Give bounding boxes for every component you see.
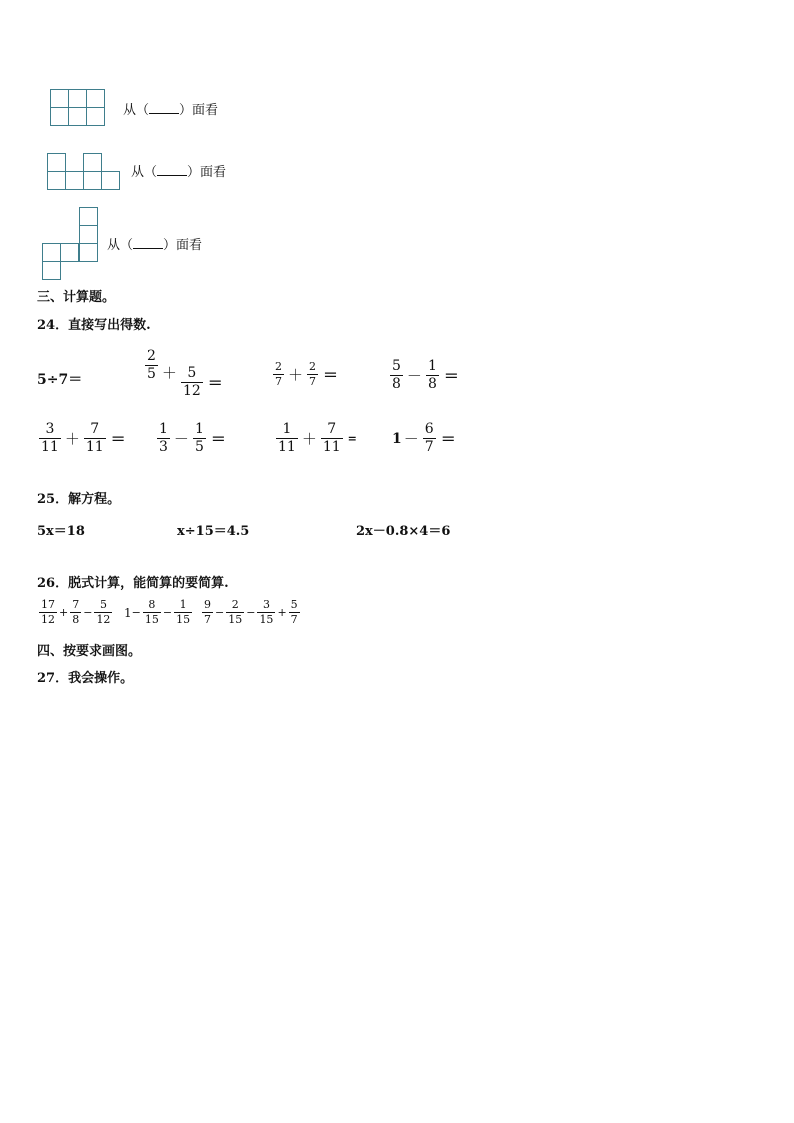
view-figure-1 — [50, 89, 107, 127]
fraction: $\frac{1}{15}$ — [176, 598, 191, 626]
fraction: $\frac{5}{12}$ — [96, 598, 111, 626]
q24-expr-5: $\frac{3}{11}$ ＋ $\frac{7}{11}$ ＝ — [41, 421, 126, 455]
fraction: $\frac{17}{12}$ — [41, 598, 55, 626]
q26-expr-3: $\frac{9}{7}$ − $\frac{2}{15}$ − $\frac{3}{15}$ + $\frac{5}{7}$ — [204, 598, 298, 626]
fraction: $\frac{1}{5}$ — [194, 421, 204, 455]
q26-expr-1: $\frac{17}{12}$ + $\frac{7}{8}$ − $\frac{5}{12}$ — [41, 598, 111, 626]
fraction: $\frac{3}{15}$ — [259, 598, 274, 626]
view-figure-2 — [47, 153, 123, 191]
answer-blank[interactable] — [133, 236, 163, 249]
section-3-title: 三、计算题。 — [37, 290, 116, 305]
fraction: $\frac{5}{8}$ — [392, 358, 401, 392]
fraction: $\frac{2}{7}$ — [275, 360, 282, 388]
view-question-2: 从（ ）面看 — [131, 165, 227, 180]
view-figure-3 — [42, 207, 100, 281]
q24-title: 24．直接写出得数. — [37, 318, 151, 333]
view-question-3: 从（ ）面看 — [107, 238, 203, 253]
q25-equation-2: x÷15＝4.5 — [177, 524, 250, 539]
fraction: $\frac{7}{11}$ — [85, 421, 104, 455]
fraction: $\frac{5}{7}$ — [290, 598, 298, 626]
q24-expr-8: 1 － $\frac{6}{7}$ ＝ — [392, 421, 456, 455]
section-4-title: 四、按要求画图。 — [37, 644, 142, 659]
fraction: $\frac{7}{11}$ — [322, 421, 341, 455]
fraction: $\frac{3}{11}$ — [41, 421, 59, 455]
q25-title: 25．解方程。 — [37, 492, 121, 507]
fraction: $\frac{2}{7}$ — [309, 360, 317, 388]
fraction: $\frac{6}{7}$ — [424, 421, 434, 455]
fraction: $\frac{1}{11}$ — [278, 421, 296, 455]
q24-expr-7: $\frac{1}{11}$ ＋ $\frac{7}{11}$ = — [278, 421, 357, 455]
fraction: $\frac{5}{12}$ — [182, 365, 201, 399]
q24-expr-6: $\frac{1}{3}$ － $\frac{1}{5}$ ＝ — [159, 421, 226, 455]
q24-expr-3: $\frac{2}{7}$ ＋ $\frac{2}{7}$ ＝ — [275, 360, 339, 388]
view-question-1: 从（ ）面看 — [123, 103, 219, 118]
fraction: $\frac{2}{5}$ — [147, 348, 156, 382]
fraction: $\frac{7}{8}$ — [72, 598, 80, 626]
fraction: $\frac{1}{8}$ — [427, 358, 437, 392]
q24-expr-4: $\frac{5}{8}$ － $\frac{1}{8}$ ＝ — [392, 358, 459, 392]
q24-expr-1: 5÷7＝ — [37, 372, 83, 388]
answer-blank[interactable] — [149, 101, 179, 114]
q25-equation-1: 5x＝18 — [37, 524, 85, 539]
fraction: $\frac{2}{15}$ — [228, 598, 243, 626]
fraction: $\frac{9}{7}$ — [204, 598, 211, 626]
q26-title: 26．脱式计算，能简算的要简算. — [37, 576, 229, 591]
answer-blank[interactable] — [157, 163, 187, 176]
q25-equation-3: 2x－0.8×4＝6 — [356, 524, 451, 539]
q27-title: 27．我会操作。 — [37, 671, 134, 686]
fraction: $\frac{8}{15}$ — [144, 598, 159, 626]
q26-expr-2: 1 − $\frac{8}{15}$ − $\frac{1}{15}$ — [124, 598, 191, 626]
q24-expr-2: $\frac{2}{5}$ ＋ $\frac{5}{12}$ ＝ — [147, 348, 223, 399]
fraction: $\frac{1}{3}$ — [159, 421, 168, 455]
